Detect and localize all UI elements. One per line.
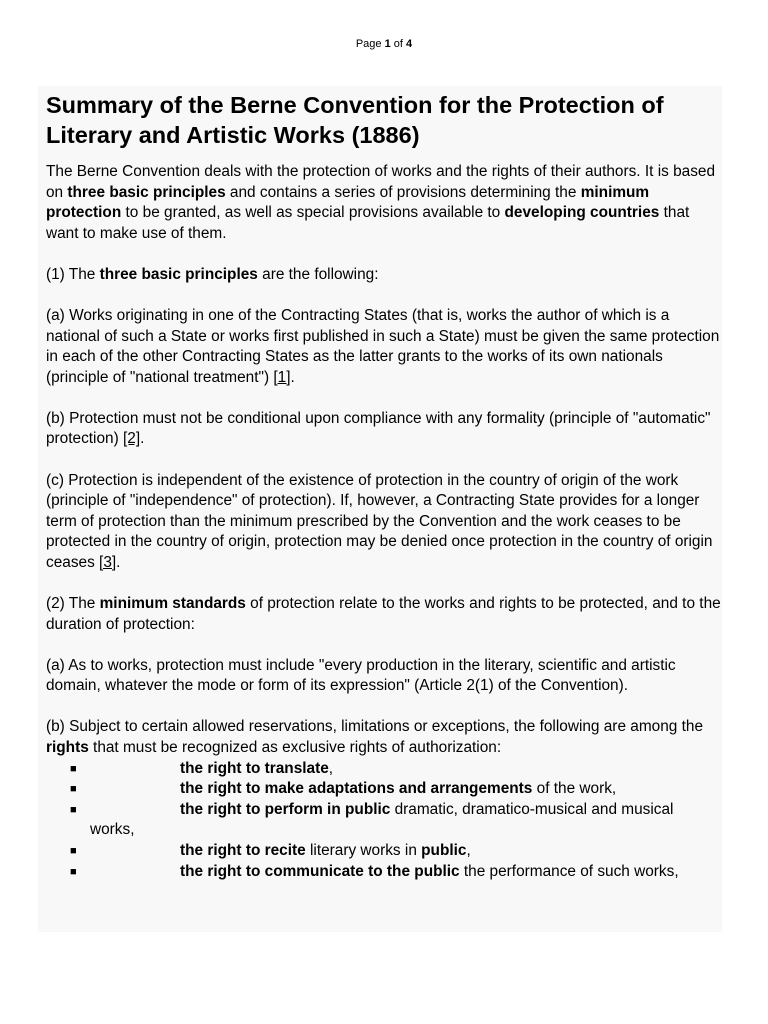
principle-c-end: . [116,553,121,571]
intro-text-4: that want to make use of them. [46,204,690,242]
principle-a [46,306,722,388]
rights-bold: rights [46,738,89,756]
square-bullet-icon: ■ [70,762,77,775]
square-bullet-icon: ■ [70,865,77,878]
page-word: Page [355,38,382,50]
principles-text-1: (1) The [46,265,100,283]
square-bullet-icon: ■ [70,783,77,796]
right-name: the right to recite [180,841,306,859]
right-name-2: public [421,841,467,859]
page-total: 4 [406,38,413,50]
rights-list [46,759,722,883]
principle-b-text: (b) Protection must not be conditional upon compliance with any formality (principle of "automatic" protection) [46,409,711,448]
footnote-link-2[interactable]: [2] [123,430,141,448]
intro-text-1: The Berne Convention deals with the protection of works and the rights of their authors. It is based on [46,163,716,201]
minimum-standards-paragraph [46,594,722,635]
right-detail: , [328,759,334,777]
right-name: the right to communicate to the public [180,862,460,880]
page-header [0,38,768,50]
principle-a-text: (a) Works originating in one of the Contracting States (that is, works the author of which is a national of such a State or works first published in such a State) must be given the same protection in each of the other Contracting States as the latter grants to the works of its own nationals (principle of "national treatment") [46,306,720,386]
rights-text-1: (b) Subject to certain allowed reservations, limitations or exceptions, the following are among the [46,718,704,736]
standards-text-2: of protection relate to the works and rights to be protected, and to the duration of protection: [46,595,721,633]
standards-bold: minimum standards [99,595,246,612]
right-detail: literary works in [305,841,422,859]
principle-b [46,409,722,450]
principles-text-2: are the following: [257,265,379,283]
right-name: the right to translate [180,759,329,777]
intro-bold-3: developing countries [504,204,660,222]
right-name: the right to make adaptations and arrangements [180,780,533,798]
list-item [46,862,722,883]
principle-a-end: . [290,368,295,386]
list-item [46,841,722,862]
intro-bold-2: minimum protection [46,183,650,222]
list-item [46,779,722,800]
square-bullet-icon: ■ [70,844,77,857]
right-name: the right to perform in public [180,800,391,818]
works-paragraph: (a) As to works, protection must include "every production in the literary, scientific and artistic domain, whatever the mode or form of its expression" (Article 2(1) of the Convention). [46,656,676,695]
principle-c-text: (c) Protection is independent of the existence of protection in the country of origin of the work (principle of "independence" of protection). If, however, a Contracting State provides for a longer term of protection than the minimum prescribed by the Convention and the work ceases to be protected in the country of origin, protection may be denied once protection in the country of origin ceases [46,471,713,571]
intro-bold-1: three basic principles [67,183,226,201]
intro-text-3: to be granted, as well as special provisions available to [121,204,505,222]
right-detail: of the work, [532,780,617,798]
footnote-link-1[interactable]: [1] [273,368,291,386]
rights-text-2: that must be recognized as exclusive rights of authorization: [88,738,502,756]
principles-heading [46,265,722,286]
list-item [46,800,722,841]
principle-b-end: . [140,430,145,448]
list-item [46,759,722,780]
rights-paragraph [46,717,722,758]
document-title: Summary of the Berne Convention for the Protection of Literary and Artistic Works (1886) [46,92,664,148]
page-number: 1 [384,38,391,50]
footnote-link-3[interactable]: [3] [99,553,117,571]
intro-paragraph [46,162,722,244]
standards-text-1: (2) The [46,595,100,612]
of-word: of [393,38,403,50]
intro-text-2: and contains a series of provisions determining the [225,183,581,201]
principles-bold: three basic principles [99,265,258,283]
right-detail-2: , [466,841,471,859]
right-detail: the performance of such works, [459,862,679,880]
document-body [38,86,722,932]
right-detail: dramatic, dramatico-musical and musical works, [90,800,674,839]
principle-c [46,471,722,574]
square-bullet-icon: ■ [70,803,77,816]
